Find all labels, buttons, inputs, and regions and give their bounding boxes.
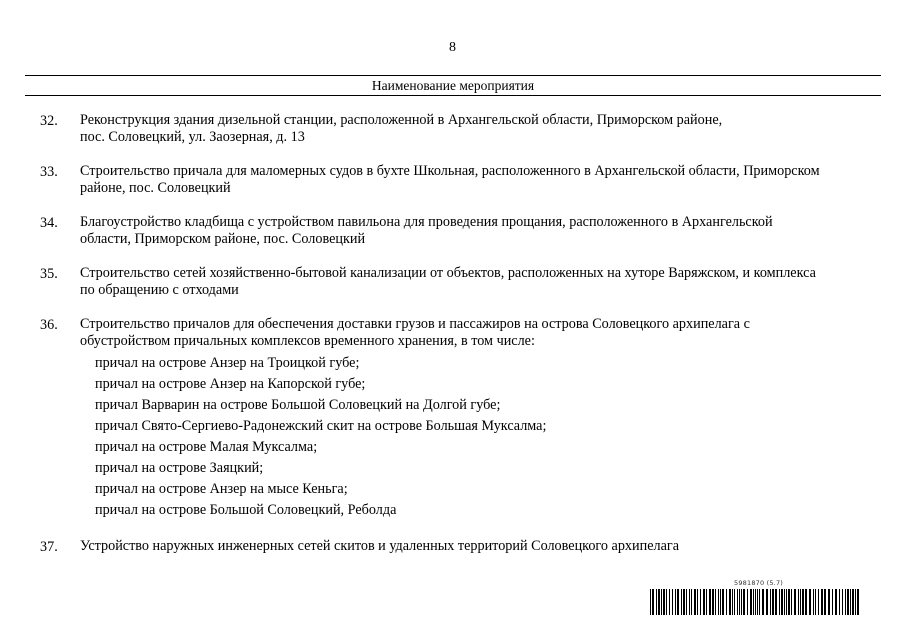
header-rule-bottom — [25, 95, 881, 96]
item-number: 35. — [40, 266, 58, 282]
item-text-line: Строительство причалов для обеспечения доставки грузов и пассажиров на острова Соловецкого архипелага с — [80, 316, 750, 332]
header-rule-top — [25, 75, 881, 76]
sub-list-item: причал на острове Большой Соловецкий, Реболда — [95, 502, 397, 518]
item-text — [80, 163, 880, 197]
item-number: 33. — [40, 164, 58, 180]
item-text — [80, 112, 880, 146]
sub-list-item: причал Свято-Сергиево-Радонежский скит на острове Большая Муксалма; — [95, 418, 547, 434]
item-text-line: обустройством причальных комплексов временного хранения, в том числе: — [80, 333, 535, 349]
item-number: 37. — [40, 539, 58, 555]
item-text — [80, 214, 880, 248]
list-item-32 — [0, 112, 905, 146]
sub-list-item: причал на острове Заяцкий; — [95, 460, 264, 476]
list-item-37 — [0, 538, 905, 555]
item-text-line: Благоустройство кладбища с устройством павильона для проведения прощания, расположенного в Архангельской — [80, 214, 773, 230]
item-text — [80, 265, 880, 299]
item-text-line: пос. Соловецкий, ул. Заозерная, д. 13 — [80, 129, 305, 145]
item-text — [80, 316, 880, 350]
sub-list-item: причал на острове Анзер на Капорской губе; — [95, 376, 366, 392]
document-barcode — [650, 581, 860, 615]
item-number: 36. — [40, 317, 58, 333]
item-text-line: области, Приморском районе, пос. Соловецкий — [80, 231, 366, 247]
measures-list — [0, 112, 905, 572]
item-text-line: Строительство причала для маломерных судов в бухте Школьная, расположенного в Архангельской области, Приморском — [80, 163, 820, 179]
list-item-35 — [0, 265, 905, 299]
sub-list-item: причал на острове Малая Муксалма; — [95, 439, 318, 455]
item-text-line: по обращению с отходами — [80, 282, 239, 298]
barcode-caption: 5981870 (5.7) — [734, 579, 784, 587]
barcode-icon — [650, 589, 860, 615]
item-text-line: Устройство наружных инженерных сетей скитов и удаленных территорий Соловецкого архипелага — [80, 538, 679, 554]
page-number: 8 — [449, 40, 456, 55]
list-item-34 — [0, 214, 905, 248]
item-text-line: Строительство сетей хозяйственно-бытовой канализации от объектов, расположенных на хуторе Варяжском, и комплекса — [80, 265, 816, 281]
sub-list-item: причал Варварин на острове Большой Соловецкий на Долгой губе; — [95, 397, 501, 413]
list-item-33 — [0, 163, 905, 197]
pier-sub-list — [0, 353, 905, 521]
item-text-line: Реконструкция здания дизельной станции, расположенной в Архангельской области, Приморском районе, — [80, 112, 723, 128]
sub-list-item: причал на острове Анзер на мысе Кеньга; — [95, 481, 348, 497]
list-item-36 — [0, 316, 905, 521]
item-number: 34. — [40, 215, 58, 231]
column-header-title: Наименование мероприятия — [371, 78, 535, 93]
item-text — [80, 538, 880, 555]
sub-list-item: причал на острове Анзер на Троицкой губе; — [95, 355, 360, 371]
item-text-line: районе, пос. Соловецкий — [80, 180, 231, 196]
item-number: 32. — [40, 113, 58, 129]
